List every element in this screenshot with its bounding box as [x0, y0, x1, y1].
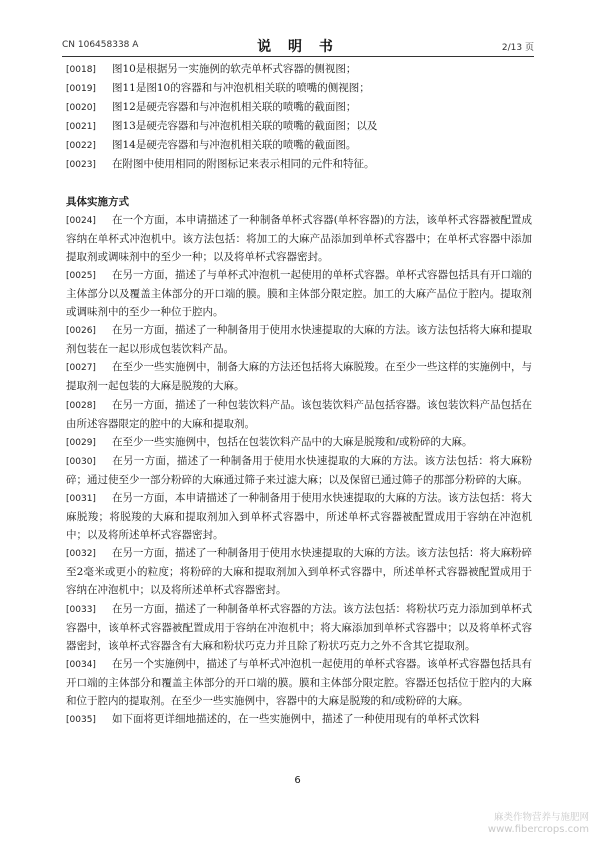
paragraph: [66, 655, 532, 710]
paragraph: [66, 266, 532, 321]
paragraph-number: [0034]: [66, 659, 96, 670]
paragraph-number: [0022]: [66, 141, 96, 152]
paragraph-text: 在另一方面，描述了与单杯式冲泡机一起使用的单杯式容器。单杯式容器包括具有开口端的主体部分以及覆盖主体部分的开口端的膜。膜和主体部分限定腔。加工的大麻产品位于腔内。提取剂或调味剂中的至少一种位于腔内。: [66, 268, 532, 319]
page-info: 2/13 页: [501, 43, 534, 53]
paragraph-number: [0035]: [66, 715, 96, 726]
paragraph-text: 如下面将更详细地描述的，在一些实施例中，描述了一种使用现有的单杯式饮料: [112, 713, 480, 726]
paragraph-number: [0032]: [66, 549, 96, 560]
paragraph-number: [0027]: [66, 363, 96, 374]
paragraph-text: 在另一方面，本申请描述了一种制备用于使用水快速提取的大麻的方法。该方法包括：将大麻脱羧；将脱羧的大麻和提取剂加入到单杯式容器中，所述单杯式容器被配置成用于容纳在冲泡机中；以及将所述单杯式容器密封。: [66, 491, 532, 542]
document-title: 说 明 书: [257, 39, 339, 55]
paragraph-number: [0033]: [66, 604, 96, 615]
paragraph-group-after: [66, 211, 532, 730]
paragraph-text: 图11是图10的容器和与冲泡机相关联的喷嘴的侧视图；: [112, 82, 370, 95]
paragraph: [66, 433, 532, 452]
paragraph-text: 在至少一些实施例中，制备大麻的方法还包括将大麻脱羧。在至少一些这样的实施例中，与提取剂一起包装的大麻是脱羧的大麻。: [66, 361, 532, 393]
paragraph-text: 在另一方面，描述了一种制备用于使用水快速提取的大麻的方法。该方法包括：将大麻粉碎至2毫米或更小的粒度；将粉碎的大麻和提取剂加入到单杯式容器中，所述单杯式容器被配置成用于容纳在冲泡机中；以及将所述单杯式容器密封。: [66, 547, 532, 597]
paragraph-number: [0026]: [66, 326, 96, 337]
watermark-url: www.fibercrops.com: [487, 824, 589, 835]
paragraph-text: 在另一个实施例中，描述了与单杯式冲泡机一起使用的单杯式容器。该单杯式容器包括具有开口端的主体部分和覆盖主体部分的开口端的膜。膜和主体部分限定腔。容器还包括位于腔内的大麻和位于腔内的提取剂。在至少一些实施例中，容器中的大麻是脱羧的和/或粉碎的大麻。: [66, 657, 532, 707]
watermark: [488, 812, 589, 836]
paragraph-number: [0019]: [66, 84, 96, 95]
paragraph-text: 在另一方面，描述了一种制备单杯式容器的方法。该方法包括：将粉状巧克力添加到单杯式容器中，该单杯式容器被配置成用于容纳在冲泡机中；将大麻添加到单杯式容器中；以及将单杯式容器密封，该单杯式容器含有大麻和粉状巧克力并且除了粉状巧克力之外不含其它提取剂。: [66, 602, 532, 652]
section-heading: 具体实施方式: [66, 195, 129, 208]
paragraph: [66, 321, 532, 358]
header-rule: [62, 56, 534, 57]
paragraph: [66, 211, 532, 266]
paragraph: [66, 60, 532, 79]
paragraph: [66, 600, 532, 655]
paragraph: [66, 544, 532, 599]
paragraph-number: [0031]: [66, 493, 96, 504]
paragraph-number: [0029]: [66, 437, 96, 448]
page-header: [62, 38, 534, 54]
paragraph: [66, 489, 532, 544]
paragraph-text: 在一个方面，本申请描述了一种制备单杯式容器(单杯容器)的方法，该单杯式容器被配置成容纳在单杯式冲泡机中。该方法包括：将加工的大麻产品添加到单杯式容器中；在单杯式容器中添加提取剂或调味剂中的至少一种；以及将单杯式容器密封。: [66, 213, 532, 263]
paragraph-text: 在另一方面，描述了一种制备用于使用水快速提取的大麻的方法。该方法包括将大麻和提取剂包装在一起以形成包装饮料产品。: [66, 324, 532, 356]
paragraph: [66, 396, 532, 433]
paragraph-number: [0021]: [66, 122, 96, 133]
paragraph: [66, 98, 532, 117]
paragraph: [66, 117, 532, 136]
paragraph-number: [0024]: [66, 215, 96, 226]
paragraph-text: 图10是根据另一实施例的软壳单杯式容器的侧视图；: [112, 63, 357, 75]
page-number: 6: [294, 775, 301, 786]
paragraph-number: [0028]: [66, 400, 96, 411]
paragraph-number: [0030]: [66, 456, 96, 467]
paragraph: [66, 358, 532, 395]
paragraph-text: 在附图中使用相同的附图标记来表示相同的元件和特征。: [112, 158, 375, 171]
paragraph-number: [0018]: [66, 65, 96, 75]
publication-number: CN 106458338 A: [62, 40, 139, 50]
paragraph-text: 图13是硬壳容器和与冲泡机相关联的喷嘴的截面图；以及: [112, 120, 378, 133]
paragraph: [66, 452, 532, 489]
paragraph-group-before: [66, 60, 532, 175]
paragraph-text: 图12是硬壳容器和与冲泡机相关联的喷嘴的截面图；: [112, 101, 357, 114]
paragraph-number: [0023]: [66, 160, 96, 171]
paragraph: [66, 136, 532, 155]
paragraph-text: 在另一方面，描述了一种包装饮料产品。该包装饮料产品包括容器。该包装饮料产品包括在由所述容器限定的腔中的大麻和提取剂。: [66, 398, 532, 430]
paragraph-text: 在另一方面，描述了一种制备用于使用水快速提取的大麻的方法。该方法包括：将大麻粉碎；通过使至少一部分粉碎的大麻通过筛子来过滤大麻；以及保留已通过筛子的那部分粉碎的大麻。: [66, 454, 532, 486]
paragraph: [66, 155, 532, 174]
paragraph: [66, 79, 532, 98]
paragraph-text: 在至少一些实施例中，包括在包装饮料产品中的大麻是脱羧和/或粉碎的大麻。: [112, 435, 473, 448]
paragraph-text: 图14是硬壳容器和与冲泡机相关联的喷嘴的截面图。: [112, 139, 357, 152]
watermark-site-name: 麻类作物营养与施肥网: [493, 812, 589, 823]
paragraph: [66, 710, 532, 729]
paragraph-number: [0025]: [66, 270, 96, 281]
paragraph-number: [0020]: [66, 103, 96, 114]
document-body: [66, 60, 532, 729]
